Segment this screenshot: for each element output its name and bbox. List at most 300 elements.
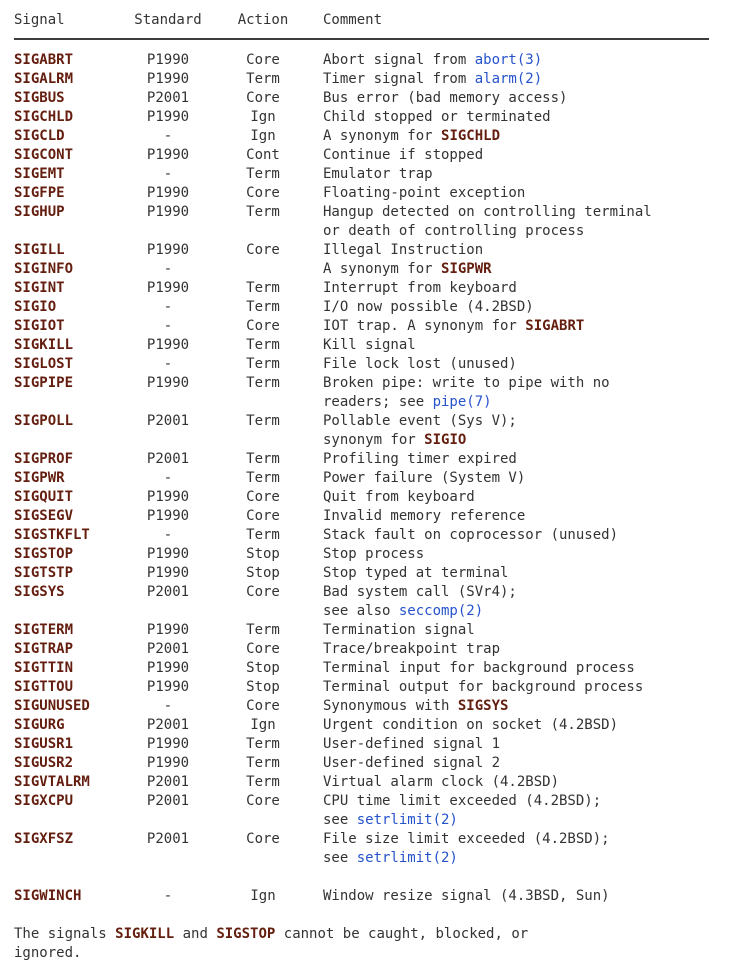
table-row [14, 108, 725, 127]
comment-line [323, 887, 725, 906]
action-value: Core [246, 489, 280, 505]
comment-line [323, 89, 725, 108]
comment-line [323, 583, 725, 602]
signal-name: SIGXFSZ [14, 831, 74, 847]
signal-name: SIGKILL [14, 337, 74, 353]
signal-name: SIGQUIT [14, 489, 74, 505]
comment-cell [323, 640, 725, 659]
action-value: Term [246, 280, 280, 296]
action-value: Term [246, 774, 280, 790]
action-value: Term [246, 204, 280, 220]
action-value: Term [246, 527, 280, 543]
comment-text: Terminal output for background process [323, 679, 644, 695]
action-value: Core [246, 698, 280, 714]
standard-value: P2001 [146, 584, 190, 600]
comment-cell [323, 108, 725, 127]
signal-ref: SIGKILL [115, 926, 175, 942]
comment-cell [323, 317, 725, 336]
signal-name: SIGTRAP [14, 641, 74, 657]
action-value: Term [246, 622, 280, 638]
standard-value: P1990 [146, 280, 190, 296]
comment-cell [323, 564, 725, 583]
comment-cell [323, 203, 725, 241]
signal-name: SIGSTKFLT [14, 527, 90, 543]
comment-text: IOT trap. A synonym for [323, 318, 526, 334]
signal-name: SIGVTALRM [14, 774, 90, 790]
footer-line [14, 944, 725, 963]
comment-cell [323, 127, 725, 146]
signal-name: SIGTTOU [14, 679, 74, 695]
signal-name: SIGBUS [14, 90, 65, 106]
action-value: Term [246, 451, 280, 467]
comment-line [323, 108, 725, 127]
action-value: Core [246, 584, 280, 600]
table-header [14, 11, 725, 30]
comment-text: and [174, 926, 217, 942]
signal-name: SIGHUP [14, 204, 65, 220]
comment-text: Termination signal [323, 622, 475, 638]
standard-value: P1990 [146, 109, 190, 125]
table-row [14, 260, 725, 279]
action-value: Ign [250, 128, 276, 144]
table-row [14, 678, 725, 697]
comment-cell [323, 735, 725, 754]
header-rule [14, 38, 709, 40]
column-header-signal: Signal [14, 12, 65, 28]
standard-value: - [163, 128, 173, 144]
table-row [14, 469, 725, 488]
comment-line [323, 849, 725, 868]
standard-value: - [163, 166, 173, 182]
signal-name: SIGLOST [14, 356, 74, 372]
signal-name: SIGINFO [14, 261, 74, 277]
comment-line [323, 165, 725, 184]
comment-text: Continue if stopped [323, 147, 484, 163]
comment-line [323, 773, 725, 792]
signal-ref: SIGPWR [441, 261, 492, 277]
action-value: Ign [250, 717, 276, 733]
comment-text: Timer signal from [323, 71, 475, 87]
comment-text: readers; see [323, 394, 433, 410]
table-row [14, 735, 725, 754]
signal-name: SIGWINCH [14, 888, 82, 904]
comment-text: cannot be caught, blocked, or [275, 926, 529, 942]
standard-value: P1990 [146, 755, 190, 771]
action-value: Term [246, 375, 280, 391]
signal-name: SIGURG [14, 717, 65, 733]
comment-cell [323, 146, 725, 165]
comment-line [323, 260, 725, 279]
standard-value: - [163, 527, 173, 543]
action-value: Ign [250, 109, 276, 125]
action-value: Term [246, 299, 280, 315]
table-row [14, 583, 725, 621]
comment-text: Kill signal [323, 337, 416, 353]
table-row [14, 355, 725, 374]
table-row [14, 526, 725, 545]
man-page-link[interactable]: pipe(7) [432, 394, 492, 410]
comment-line [323, 203, 725, 222]
comment-text: Synonymous with [323, 698, 458, 714]
signal-name: SIGPOLL [14, 413, 74, 429]
comment-line [323, 545, 725, 564]
comment-text: Pollable event (Sys V); [323, 413, 517, 429]
comment-text: Hangup detected on controlling terminal [323, 204, 652, 220]
comment-cell [323, 70, 725, 89]
standard-value: - [163, 318, 173, 334]
comment-line [323, 602, 725, 621]
comment-line [323, 393, 725, 412]
standard-value: P1990 [146, 147, 190, 163]
signal-name: SIGCHLD [14, 109, 74, 125]
signal-name: SIGSYS [14, 584, 65, 600]
table-row [14, 887, 725, 906]
comment-line [323, 640, 725, 659]
standard-value: P1990 [146, 546, 190, 562]
comment-line [323, 754, 725, 773]
table-row [14, 241, 725, 260]
comment-text: The signals [14, 926, 116, 942]
comment-text: Urgent condition on socket (4.2BSD) [323, 717, 619, 733]
comment-cell [323, 412, 725, 450]
table-row [14, 697, 725, 716]
comment-line [323, 450, 725, 469]
comment-line [323, 830, 725, 849]
standard-value: P1990 [146, 337, 190, 353]
comment-cell [323, 754, 725, 773]
comment-cell [323, 507, 725, 526]
action-value: Core [246, 185, 280, 201]
comment-cell [323, 450, 725, 469]
action-value: Core [246, 52, 280, 68]
action-value: Term [246, 166, 280, 182]
table-row [14, 184, 725, 203]
table-row [14, 564, 725, 583]
table-row [14, 51, 725, 70]
standard-value: P1990 [146, 71, 190, 87]
action-value: Core [246, 242, 280, 258]
standard-value: - [163, 698, 173, 714]
action-value: Stop [246, 679, 280, 695]
comment-line [323, 241, 725, 260]
comment-text: Emulator trap [323, 166, 433, 182]
comment-line [323, 355, 725, 374]
signal-name: SIGPIPE [14, 375, 74, 391]
signal-name: SIGPWR [14, 470, 65, 486]
column-header-action: Action [237, 12, 289, 28]
signal-ref: SIGSTOP [216, 926, 276, 942]
comment-text: Stop process [323, 546, 425, 562]
comment-cell [323, 716, 725, 735]
signal-name: SIGCLD [14, 128, 65, 144]
signal-name: SIGUSR1 [14, 736, 74, 752]
table-row [14, 545, 725, 564]
signal-name: SIGALRM [14, 71, 74, 87]
table-row [14, 716, 725, 735]
comment-line [323, 412, 725, 431]
signal-name: SIGINT [14, 280, 65, 296]
signal-name: SIGIO [14, 299, 57, 315]
comment-cell [323, 374, 725, 412]
table-row [14, 621, 725, 640]
comment-cell [323, 545, 725, 564]
action-value: Stop [246, 660, 280, 676]
table-row [14, 279, 725, 298]
comment-cell [323, 488, 725, 507]
comment-cell [323, 526, 725, 545]
standard-value: P2001 [146, 90, 190, 106]
standard-value: P2001 [146, 413, 190, 429]
standard-value: P2001 [146, 451, 190, 467]
table-row [14, 507, 725, 526]
comment-cell [323, 336, 725, 355]
comment-text: Window resize signal (4.3BSD, Sun) [323, 888, 610, 904]
standard-value: P1990 [146, 660, 190, 676]
table-row [14, 146, 725, 165]
table-row [14, 336, 725, 355]
comment-line [323, 716, 725, 735]
comment-cell [323, 678, 725, 697]
comment-text: Floating-point exception [323, 185, 526, 201]
signal-name: SIGILL [14, 242, 65, 258]
table-row [14, 89, 725, 108]
column-header-standard: Standard [134, 12, 202, 28]
action-value: Term [246, 71, 280, 87]
comment-cell [323, 887, 725, 906]
standard-value: P1990 [146, 489, 190, 505]
comment-cell [323, 792, 725, 830]
comment-line [323, 127, 725, 146]
comment-text: Invalid memory reference [323, 508, 526, 524]
signal-ref: SIGIO [424, 432, 467, 448]
signal-name: SIGSEGV [14, 508, 74, 524]
table-row [14, 659, 725, 678]
comment-line [323, 298, 725, 317]
comment-text: Profiling timer expired [323, 451, 517, 467]
standard-value: P1990 [146, 185, 190, 201]
comment-text: synonym for [323, 432, 425, 448]
signal-table [14, 11, 725, 906]
action-value: Cont [246, 147, 280, 163]
table-row [14, 640, 725, 659]
comment-line [323, 735, 725, 754]
action-value: Core [246, 641, 280, 657]
table-row [14, 792, 725, 830]
comment-cell [323, 621, 725, 640]
comment-cell [323, 298, 725, 317]
action-value: Stop [246, 565, 280, 581]
footer-line [14, 925, 725, 944]
standard-value: P1990 [146, 565, 190, 581]
comment-text: Stack fault on coprocessor (unused) [323, 527, 619, 543]
action-value: Term [246, 413, 280, 429]
action-value: Core [246, 508, 280, 524]
comment-line [323, 374, 725, 393]
comment-line [323, 792, 725, 811]
action-value: Ign [250, 888, 276, 904]
standard-value: P2001 [146, 831, 190, 847]
table-row [14, 374, 725, 412]
column-header-comment: Comment [323, 12, 383, 28]
standard-value: P1990 [146, 736, 190, 752]
action-value: Term [246, 755, 280, 771]
comment-line [323, 222, 725, 241]
comment-line [323, 279, 725, 298]
standard-value: P1990 [146, 508, 190, 524]
signal-name: SIGUSR2 [14, 755, 74, 771]
comment-cell [323, 184, 725, 203]
action-value: Term [246, 736, 280, 752]
comment-text: Power failure (System V) [323, 470, 526, 486]
table-row [14, 317, 725, 336]
signal-ref: SIGCHLD [441, 128, 501, 144]
comment-text: Interrupt from keyboard [323, 280, 517, 296]
comment-cell [323, 279, 725, 298]
comment-text: A synonym for [323, 261, 442, 277]
comment-text: Quit from keyboard [323, 489, 475, 505]
table-row [14, 203, 725, 241]
comment-cell [323, 830, 725, 868]
signal-name: SIGABRT [14, 52, 74, 68]
signal-name: SIGTERM [14, 622, 74, 638]
action-value: Core [246, 831, 280, 847]
comment-text: CPU time limit exceeded (4.2BSD); [323, 793, 602, 809]
comment-text: see also [323, 603, 399, 619]
signal-name: SIGUNUSED [14, 698, 90, 714]
standard-value: P1990 [146, 204, 190, 220]
comment-cell [323, 51, 725, 70]
standard-value: - [163, 356, 173, 372]
action-value: Stop [246, 546, 280, 562]
standard-value: P2001 [146, 641, 190, 657]
table-row [14, 165, 725, 184]
standard-value: P2001 [146, 774, 190, 790]
table-row [14, 70, 725, 89]
man-page-link[interactable]: alarm(2) [474, 71, 543, 87]
comment-line [323, 564, 725, 583]
comment-line [323, 70, 725, 89]
comment-line [323, 431, 725, 450]
signal-name: SIGIOT [14, 318, 65, 334]
comment-line [323, 678, 725, 697]
comment-line [323, 184, 725, 203]
comment-text: File size limit exceeded (4.2BSD); [323, 831, 610, 847]
comment-text: Stop typed at terminal [323, 565, 509, 581]
comment-cell [323, 260, 725, 279]
comment-line [323, 51, 725, 70]
comment-text: Child stopped or terminated [323, 109, 551, 125]
comment-line [323, 697, 725, 716]
comment-cell [323, 697, 725, 716]
comment-text: User-defined signal 1 [323, 736, 501, 752]
comment-text: I/O now possible (4.2BSD) [323, 299, 534, 315]
comment-cell [323, 241, 725, 260]
standard-value: P1990 [146, 52, 190, 68]
table-body [14, 51, 725, 906]
comment-text: Bus error (bad memory access) [323, 90, 568, 106]
comment-text: see [323, 850, 357, 866]
comment-line [323, 526, 725, 545]
standard-value: P2001 [146, 717, 190, 733]
standard-value: P1990 [146, 679, 190, 695]
man-page-link[interactable]: seccomp(2) [398, 603, 484, 619]
table-row [14, 127, 725, 146]
comment-text: A synonym for [323, 128, 442, 144]
comment-text: Terminal input for background process [323, 660, 635, 676]
signal-name: SIGCONT [14, 147, 74, 163]
comment-line [323, 488, 725, 507]
signal-name: SIGXCPU [14, 793, 74, 809]
comment-text: Broken pipe: write to pipe with no [323, 375, 610, 391]
comment-cell [323, 469, 725, 488]
standard-value: - [163, 261, 173, 277]
standard-value: - [163, 888, 173, 904]
table-row [14, 754, 725, 773]
man-page-link[interactable]: setrlimit(2) [356, 812, 458, 828]
comment-cell [323, 165, 725, 184]
action-value: Term [246, 337, 280, 353]
signal-name: SIGEMT [14, 166, 65, 182]
comment-line [323, 469, 725, 488]
action-value: Core [246, 318, 280, 334]
comment-line [323, 336, 725, 355]
comment-line [323, 811, 725, 830]
comment-text: Trace/breakpoint trap [323, 641, 501, 657]
signal-ref: SIGABRT [525, 318, 585, 334]
comment-cell [323, 89, 725, 108]
comment-line [323, 317, 725, 336]
comment-text: Bad system call (SVr4); [323, 584, 517, 600]
comment-cell [323, 773, 725, 792]
comment-cell [323, 659, 725, 678]
table-row [14, 412, 725, 450]
signal-name: SIGTSTP [14, 565, 74, 581]
table-row [14, 450, 725, 469]
table-row [14, 488, 725, 507]
signal-name: SIGSTOP [14, 546, 74, 562]
comment-line [323, 621, 725, 640]
table-row [14, 773, 725, 792]
signal-ref: SIGSYS [457, 698, 509, 714]
comment-text: Illegal Instruction [323, 242, 484, 258]
standard-value: P2001 [146, 793, 190, 809]
signal-name: SIGPROF [14, 451, 74, 467]
comment-line [323, 146, 725, 165]
comment-line [323, 507, 725, 526]
standard-value: P1990 [146, 375, 190, 391]
standard-value: P1990 [146, 622, 190, 638]
comment-text: or death of controlling process [323, 223, 585, 239]
action-value: Term [246, 470, 280, 486]
man-page-link[interactable]: setrlimit(2) [356, 850, 458, 866]
table-row [14, 298, 725, 317]
comment-text: Abort signal from [323, 52, 475, 68]
action-value: Core [246, 90, 280, 106]
comment-text: ignored. [14, 945, 82, 961]
comment-text: Virtual alarm clock (4.2BSD) [323, 774, 560, 790]
comment-text: User-defined signal 2 [323, 755, 501, 771]
standard-value: - [163, 470, 173, 486]
standard-value: P1990 [146, 242, 190, 258]
man-page-link[interactable]: abort(3) [474, 52, 543, 68]
comment-line [323, 659, 725, 678]
footer-note [14, 925, 725, 963]
action-value: Core [246, 793, 280, 809]
signal-name: SIGTTIN [14, 660, 74, 676]
comment-cell [323, 355, 725, 374]
standard-value: - [163, 299, 173, 315]
comment-text: see [323, 812, 357, 828]
